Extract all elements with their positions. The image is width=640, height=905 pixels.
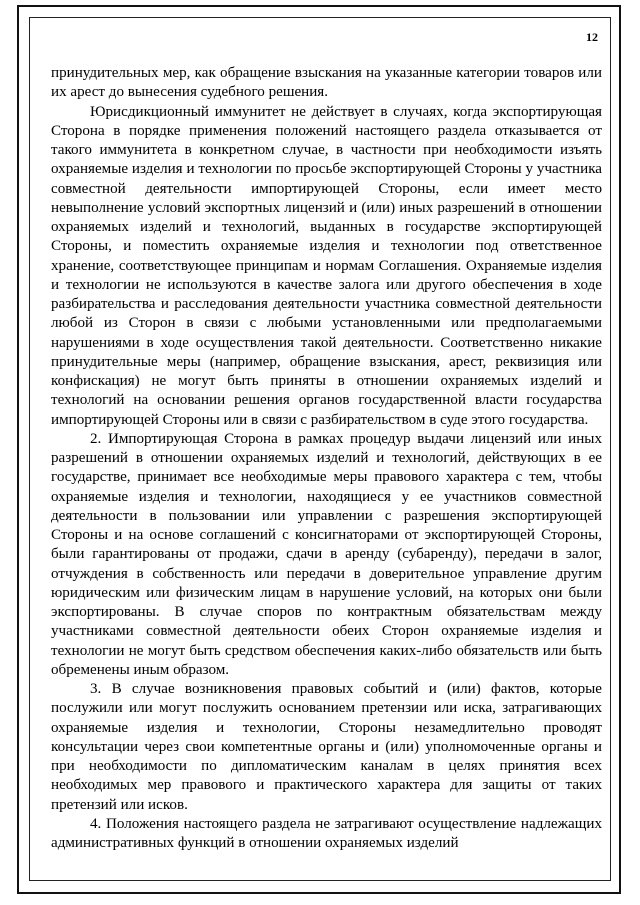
paragraph: 3. В случае возникновения правовых событий и (или) фактов, которые послужили или могут послужить основанием претензии или иска, затрагивающих охраняемые изделия и технологии, Стороны незамедлительно проводят консультации через свои компетентные органы и (или) уполномоченные органы и при необходимости по дипломатическим каналам в целях принятия всех необходимых мер правового и практического характера для защиты от таких претензий или исков. [51, 681, 602, 813]
paragraph: Юрисдикционный иммунитет не действует в случаях, когда экспортирующая Сторона в порядке применения положений настоящего раздела отказывается от такого иммунитета в конкретном случае, в частности при необходимости изъять охраняемые изделия и технологии по просьбе экспортирующей Стороны у участника совместной деятельности импортирующей Стороны, если имеет место невыполнение условий экспортных лицензий и (или) иных разрешений в отношении охраняемых изделий и технологий, выданных в государстве экспортирующей Стороны, и поместить охраняемые изделия и технологии под ответственное хранение, соответствующее принципам и нормам Соглашения. Охраняемые изделия и технологии не используются в качестве залога или другого обеспечения в ходе разбирательства и расследования деятельности участника совместной деятельности любой из Сторон в связи с любыми установленными или предполагаемыми нарушениями в ходе осуществления такой деятельности. Соответственно никакие принудительные меры (например, обращение взыскания, арест, реквизиция или конфискация) не могут быть приняты в отношении охраняемых изделий и технологий на основании решения органов государственной власти государства импортирующей Стороны или в связи с разбирательством в суде этого государства. [51, 103, 602, 428]
page-number: 12 [586, 30, 598, 44]
paragraph: принудительных мер, как обращение взыскания на указанные категории товаров или их арест до вынесения судебного решения. [51, 65, 602, 101]
paragraph: 2. Импортирующая Сторона в рамках процедур выдачи лицензий или иных разрешений в отношении охраняемых изделий и технологий, действующих в ее государстве, принимает все необходимые меры правового характера с тем, чтобы охраняемые изделия и технологии, находящиеся у ее участников совместной деятельности в пользовании или управлении с разрешения экспортирующей Стороны и на основе соглашений с консигнаторами от экспортирующей Стороны, были гарантированы от продажи, сдачи в аренду (субаренду), передачи в залог, отчуждения в собственность или передачи в доверительное управление другим юридическим или физическим лицам в нарушение условий, на которых они были экспортированы. В случае споров по контрактным обязательствам между участниками совместной деятельности обеих Сторон охраняемые изделия и технологии не могут быть средством обеспечения каких-либо обязательств или быть обременены иным образом. [51, 430, 602, 678]
document-body [51, 64, 602, 853]
paragraph: 4. Положения настоящего раздела не затрагивают осуществление надлежащих административных функций в отношении охраняемых изделий [51, 815, 602, 851]
